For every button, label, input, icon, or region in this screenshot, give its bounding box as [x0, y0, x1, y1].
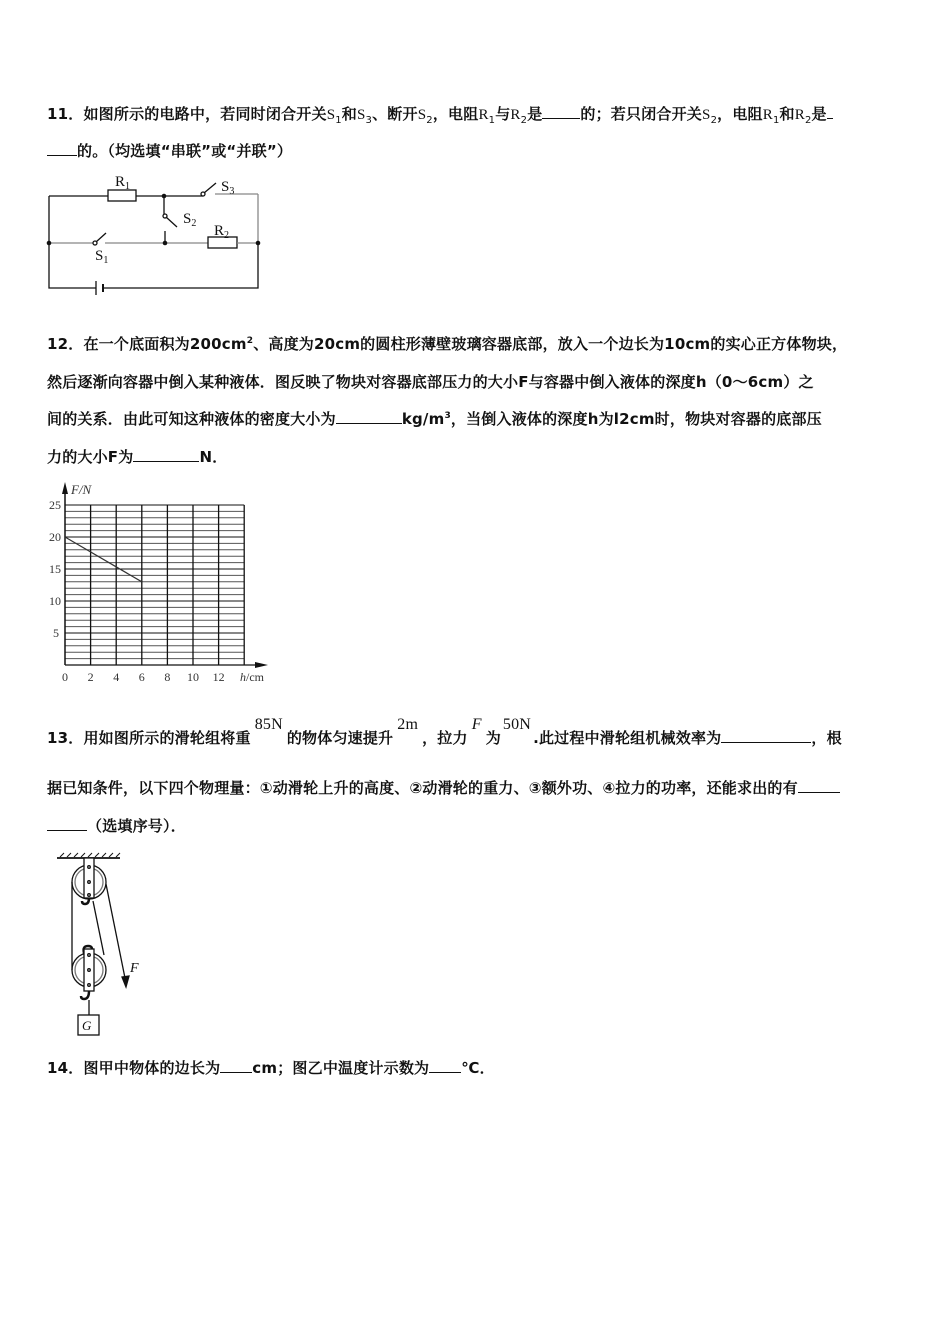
- force-label: F: [130, 961, 139, 976]
- q12-blank-force[interactable]: [133, 447, 199, 462]
- q12-line3: 间的关系．由此可知这种液体的密度大小为 $kg/m^3$，当倒入液体的深度h为l2cm时，物块对容器的底部压: [47, 410, 822, 428]
- q14-blank-temp[interactable]: [429, 1058, 461, 1073]
- q13-line3: （选填序号）．: [47, 815, 186, 836]
- force-depth-chart: [40, 478, 280, 688]
- q11-text-a: 如图所示的电路中，若同时闭合开关$S_1$和$S_3$、断开$S_2$，电阻$R_1$与$R_2$是: [83, 105, 543, 126]
- svg-text:6: 6: [138, 670, 145, 684]
- q12-blank-density[interactable]: [336, 409, 402, 424]
- q11-text-b: 的。（均选填“串联”或“并联”）: [77, 142, 293, 160]
- q14-blank-length[interactable]: [220, 1058, 252, 1073]
- s1-label: $S_1$: [95, 248, 109, 266]
- svg-text:2: 2: [87, 670, 94, 684]
- q11-line1: 11．如图所示的电路中，若同时闭合开关$S_1$和$S_3$、断开$S_2$，电阻$R_1$与$R_2$是 的；若只闭合开关$S_2$，电阻$R_1$和$R_2$是: [47, 103, 833, 126]
- q13-line1: 13．用如图所示的滑轮组将重85N的物体匀速提升2m，拉力F为50N.此过程中滑轮组机械效率为 ，根: [47, 716, 842, 747]
- q13-line2: 据已知条件，以下四个物理量：①动滑轮上升的高度、②动滑轮的重力、③额外功、④拉力的功率，还能求出的有: [47, 777, 840, 798]
- circuit-diagram: [40, 165, 280, 300]
- x-axis-label: h/cm: [240, 670, 264, 684]
- svg-text:25: 25: [49, 498, 61, 512]
- q11-blank-2a[interactable]: [827, 104, 833, 119]
- svg-text:0: 0: [62, 670, 68, 684]
- svg-text:15: 15: [49, 562, 61, 576]
- y-axis-label: F/N: [71, 482, 92, 497]
- q12-line1: 12．在一个底面积为$200cm^2$、高度为20cm的圆柱形薄壁玻璃容器底部，放入一个边长为10cm的实心正方体物块，: [47, 335, 848, 353]
- r1-label: $R_1$: [115, 174, 131, 192]
- s3-label: $S_3$: [221, 179, 235, 197]
- q11-number: 11．: [47, 105, 84, 123]
- q12-line2: 然后逐渐向容器中倒入某种液体．图反映了物块对容器底部压力的大小F与容器中倒入液体的深度h（0～6cm）之: [47, 373, 814, 391]
- svg-text:12: 12: [212, 670, 225, 684]
- svg-text:8: 8: [164, 670, 171, 684]
- q13-blank-2a[interactable]: [798, 778, 840, 793]
- svg-text:10: 10: [49, 594, 61, 608]
- svg-text:20: 20: [49, 530, 61, 544]
- q11-line2: [47, 140, 292, 161]
- svg-text:4: 4: [113, 670, 120, 684]
- q13-blank-2b[interactable]: [47, 816, 87, 831]
- svg-text:5: 5: [53, 626, 59, 640]
- load-label: G: [82, 1018, 92, 1033]
- q12-line4: 力的大小F为 N．: [47, 448, 228, 466]
- q11-blank-1[interactable]: [542, 104, 580, 119]
- q13-blank-efficiency[interactable]: [721, 728, 811, 743]
- pulley-diagram: [40, 845, 180, 1040]
- q11-blank-2b[interactable]: [47, 141, 77, 156]
- r2-label: $R_2$: [214, 223, 230, 241]
- s2-label: $S_2$: [183, 211, 197, 229]
- q14-line1: 14．图甲中物体的边长为 cm；图乙中温度计示数为 ℃．: [47, 1059, 495, 1077]
- svg-text:10: 10: [187, 670, 199, 684]
